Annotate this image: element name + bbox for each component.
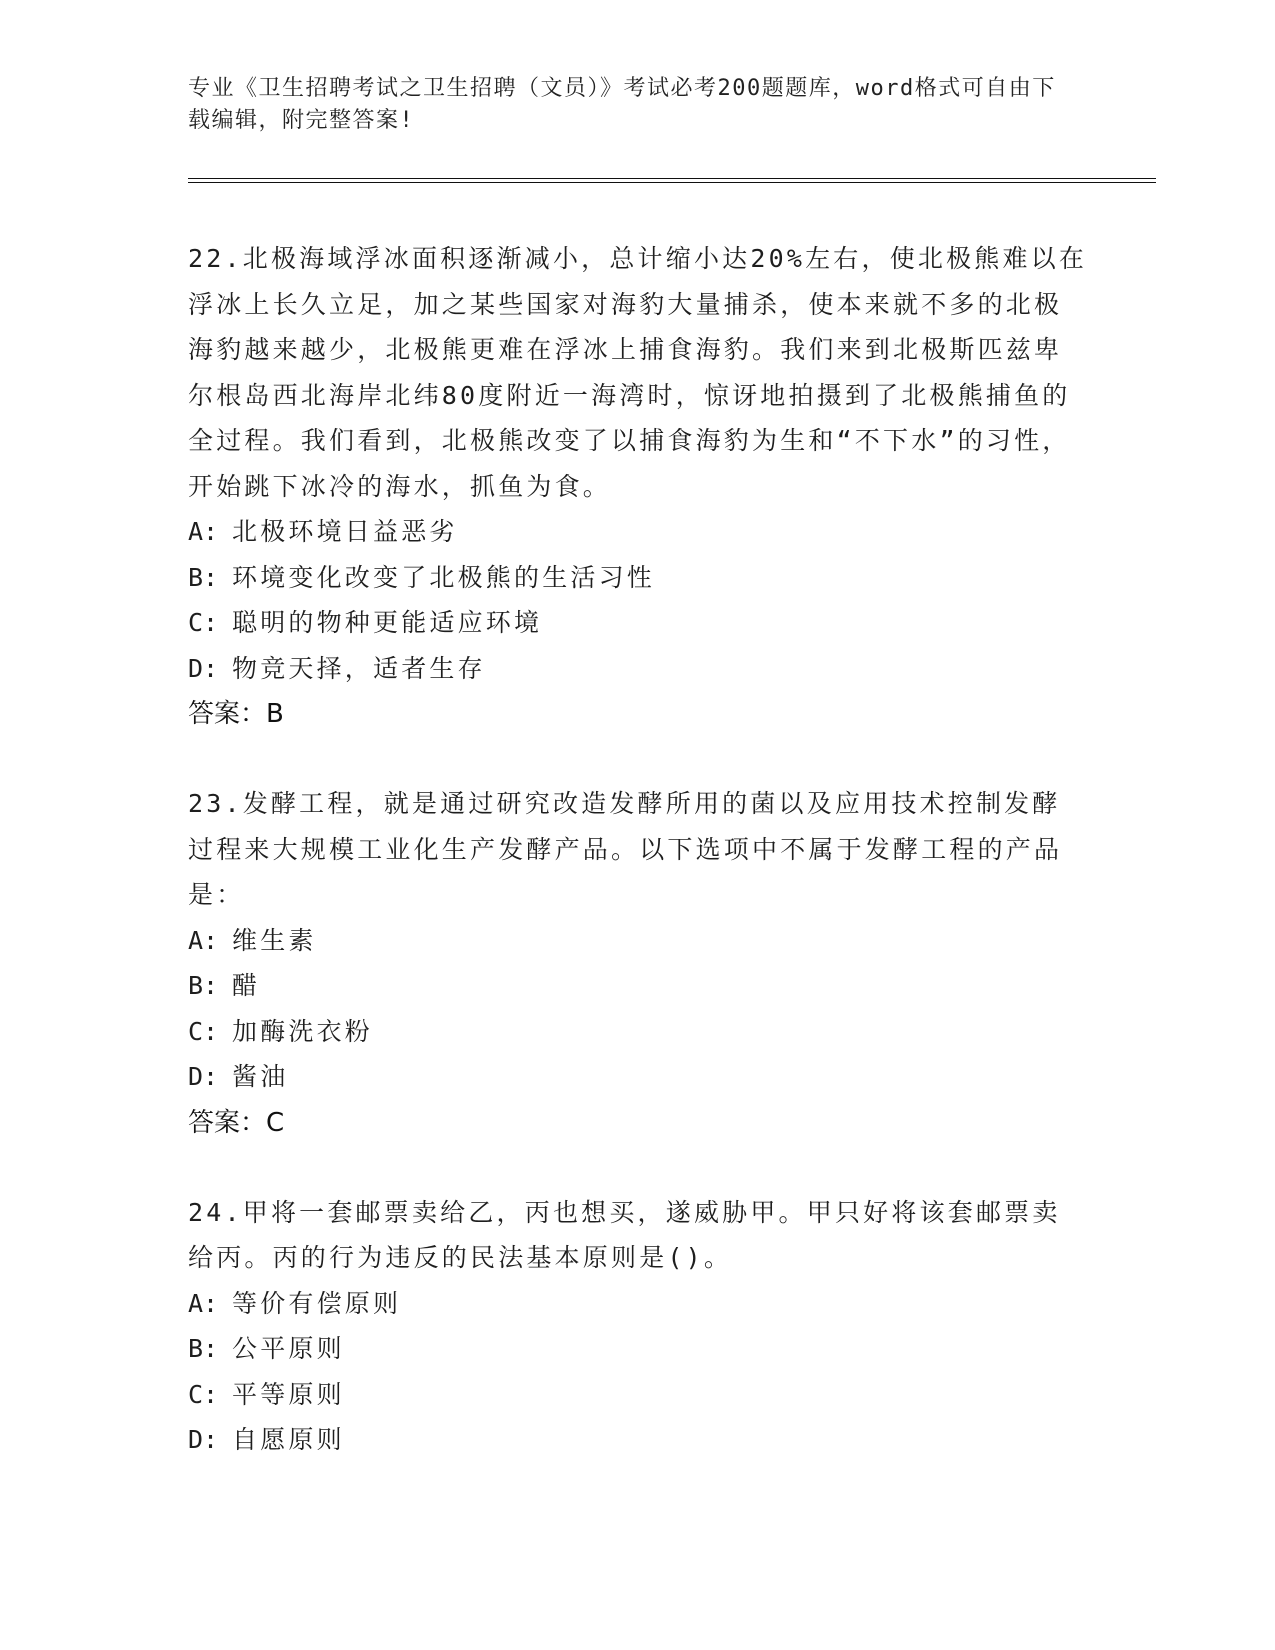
question-24 (188, 1190, 1088, 1463)
question-22 (188, 236, 1088, 737)
option-text: 醋 (232, 971, 261, 1000)
question-text: 24.甲将一套邮票卖给乙，丙也想买，遂威胁甲。甲只好将该套邮票卖给丙。丙的行为违反的民法基本原则是()。 (188, 1197, 1061, 1272)
header-rule-top (188, 178, 1156, 179)
option-d (188, 1054, 1088, 1100)
option-text: 等价有偿原则 (232, 1288, 402, 1318)
option-a (188, 509, 1088, 555)
option-text: 公平原则 (232, 1334, 345, 1363)
option-text: 物竞天择，适者生存 (232, 653, 486, 683)
option-a (188, 918, 1088, 964)
option-label: D: (188, 1062, 219, 1091)
option-label: C: (188, 608, 219, 637)
option-c (188, 600, 1088, 646)
question-list (188, 236, 1088, 1507)
option-c (188, 1009, 1088, 1055)
question-23 (188, 781, 1088, 1146)
option-a (188, 1281, 1088, 1327)
option-d (188, 646, 1088, 692)
option-text: 酱油 (232, 1062, 289, 1091)
option-c (188, 1372, 1088, 1418)
option-label: C: (188, 1379, 219, 1409)
answer-line: 答案：B (188, 699, 284, 729)
option-label: D: (188, 653, 219, 683)
document-header: 专业《卫生招聘考试之卫生招聘（文员）》考试必考200题题库，word格式可自由下载编辑，附完整答案! (188, 76, 1056, 133)
question-text: 23.发酵工程，就是通过研究改造发酵所用的菌以及应用技术控制发酵过程来大规模工业化生产发酵产品。以下选项中不属于发酵工程的产品是： (188, 789, 1063, 909)
option-label: A: (188, 925, 219, 955)
option-label: A: (188, 517, 219, 546)
option-b (188, 555, 1088, 601)
option-d (188, 1417, 1088, 1463)
option-text: 维生素 (232, 925, 317, 955)
option-text: 加酶洗衣粉 (232, 1016, 374, 1046)
option-b (188, 963, 1088, 1009)
option-text: 聪明的物种更能适应环境 (232, 608, 543, 637)
option-label: B: (188, 1334, 219, 1363)
option-text: 环境变化改变了北极熊的生活习性 (232, 562, 656, 592)
option-label: D: (188, 1425, 219, 1454)
answer-line: 答案：C (188, 1107, 285, 1138)
header-rule-bottom (188, 182, 1156, 183)
option-label: B: (188, 971, 219, 1000)
option-text: 自愿原则 (232, 1425, 345, 1454)
option-text: 北极环境日益恶劣 (232, 517, 458, 546)
option-label: B: (188, 562, 219, 592)
option-b (188, 1326, 1088, 1372)
option-label: A: (188, 1288, 219, 1318)
option-label: C: (188, 1016, 219, 1046)
question-text: 22.北极海域浮冰面积逐渐减小，总计缩小达20%左右，使北极熊难以在浮冰上长久立足，加之某些国家对海豹大量捕杀，使本来就不多的北极海豹越来越少，北极熊更难在浮冰上捕食海豹。我们来到北极斯匹兹卑尔根岛西北海岸北纬80度附近一海湾时，惊讶地拍摄到了北极熊捕鱼的全过程。我们看到，北极熊改变了以捕食海豹为生和“不下水”的习性，开始跳下冰冷的海水，抓鱼为食。 (188, 244, 1088, 501)
option-text: 平等原则 (232, 1379, 345, 1409)
